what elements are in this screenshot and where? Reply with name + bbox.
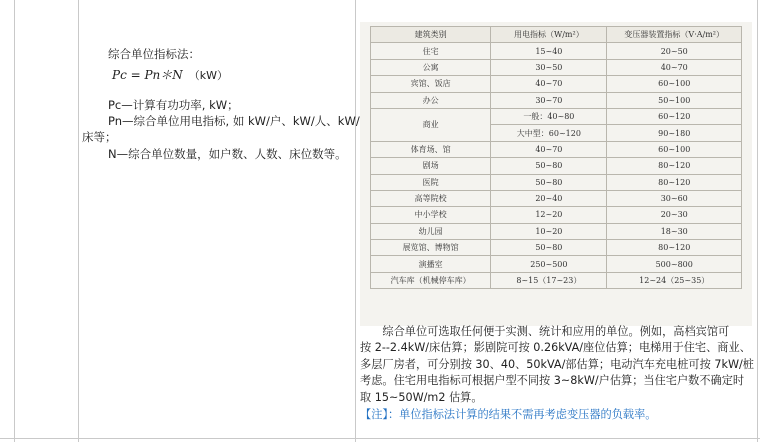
grid-line (14, 0, 15, 442)
explanation-paragraph (360, 324, 755, 406)
table-cell: 20~50 (607, 43, 742, 59)
table-row (371, 207, 742, 223)
table-cell: 演播室 (371, 256, 491, 272)
note-text: 【注】：单位指标法计算的结果不需再考虑变压器的负载率。 (360, 408, 657, 421)
table-cell: 80~120 (607, 240, 742, 256)
formula-main: Pc = Pn＊N (112, 68, 183, 82)
table-cell: 18~30 (607, 223, 742, 239)
table-cell: 幼儿园 (371, 223, 491, 239)
table-cell: 中小学校 (371, 207, 491, 223)
table-row (371, 223, 742, 239)
table-cell: 50~100 (607, 92, 742, 108)
table-cell: 大中型：60~120 (491, 125, 607, 141)
table-cell: 汽车库（机械停车库） (371, 272, 491, 288)
table-cell: 30~60 (607, 190, 742, 206)
table-cell: 医院 (371, 174, 491, 190)
method-title: 综合单位指标法： (108, 47, 200, 61)
table-cell: 500~800 (607, 256, 742, 272)
table-cell: 30~50 (491, 59, 607, 75)
grid-line (355, 0, 356, 442)
table-row (371, 272, 742, 288)
table-row (371, 108, 742, 124)
table-cell: 宾馆、饭店 (371, 76, 491, 92)
paragraph-line: 按 2--2.4kW/床估算；影剧院可按 0.26kVA/座位估算；电梯用于住宅、商业、 (360, 341, 751, 355)
grid-line (757, 0, 758, 442)
table-row (371, 141, 742, 157)
definition-pn: Pn—综合单位用电指标, 如 kW/户、kW/人、kW/ (108, 114, 360, 128)
table-cell: 12~20 (491, 207, 607, 223)
table-cell: 12~24（25~35） (607, 272, 742, 288)
table-cell: 展览馆、博物馆 (371, 240, 491, 256)
table-cell: 80~120 (607, 158, 742, 174)
table-cell: 50~80 (491, 240, 607, 256)
table-cell: 公寓 (371, 59, 491, 75)
table-cell: 体育场、馆 (371, 141, 491, 157)
table-cell: 商业 (371, 108, 491, 141)
table-cell: 40~70 (607, 59, 742, 75)
table-cell: 40~70 (491, 76, 607, 92)
definition-n: N—综合单位数量，如户数、人数、床位数等。 (108, 147, 347, 161)
table-cell: 50~80 (491, 158, 607, 174)
header-cell: 建筑类别 (371, 27, 491, 43)
grid-line (0, 438, 760, 439)
formula-unit: （kW） (188, 69, 229, 82)
table-cell: 40~70 (491, 141, 607, 157)
table-cell: 15~40 (491, 43, 607, 59)
table-header-row (371, 27, 742, 43)
table-cell: 办公 (371, 92, 491, 108)
paragraph-line: 取 15~50W/m2 估算。 (360, 390, 483, 404)
table-cell: 8~15（17~23） (491, 272, 607, 288)
table-row (371, 190, 742, 206)
table-row (371, 256, 742, 272)
table-cell: 60~100 (607, 141, 742, 157)
table-cell: 50~80 (491, 174, 607, 190)
table-row (371, 174, 742, 190)
table-cell: 60~120 (607, 108, 742, 124)
paragraph-line: 多层厂房者，可分别按 30、40、50kVA/部估算；电动汽车充电桩可按 7kW/桩 (360, 357, 754, 371)
table-cell: 10~20 (491, 223, 607, 239)
table-cell: 60~100 (607, 76, 742, 92)
table-cell: 30~70 (491, 92, 607, 108)
table-row (371, 240, 742, 256)
table-row (371, 158, 742, 174)
header-cell: 变压器装置指标（V·A/m²） (607, 27, 742, 43)
header-cell: 用电指标（W/m²） (491, 27, 607, 43)
definition-pn-cont: 床等； (82, 130, 117, 144)
table-row (371, 92, 742, 108)
formula (112, 66, 228, 83)
load-index-table (370, 26, 742, 289)
paragraph-line: 综合单位可选取任何便于实测、统计和应用的单位。例如，高档宾馆可 (360, 325, 730, 338)
table-row (371, 59, 742, 75)
paragraph-line: 考虑。住宅用电指标可根据户型不同按 3~8kW/户估算；当住宅户数不确定时 (360, 374, 745, 388)
table-row (371, 43, 742, 59)
table-cell: 剧场 (371, 158, 491, 174)
reference-table-image (360, 22, 752, 326)
table-row (371, 76, 742, 92)
table-cell: 250~500 (491, 256, 607, 272)
table-cell: 90~180 (607, 125, 742, 141)
grid-line (78, 0, 79, 442)
table-cell: 20~30 (607, 207, 742, 223)
table-cell: 80~120 (607, 174, 742, 190)
definition-pc: Pc—计算有功功率, kW； (108, 98, 239, 112)
table-cell: 20~40 (491, 190, 607, 206)
table-cell: 住宅 (371, 43, 491, 59)
table-cell: 高等院校 (371, 190, 491, 206)
table-cell: 一般：40~80 (491, 108, 607, 124)
